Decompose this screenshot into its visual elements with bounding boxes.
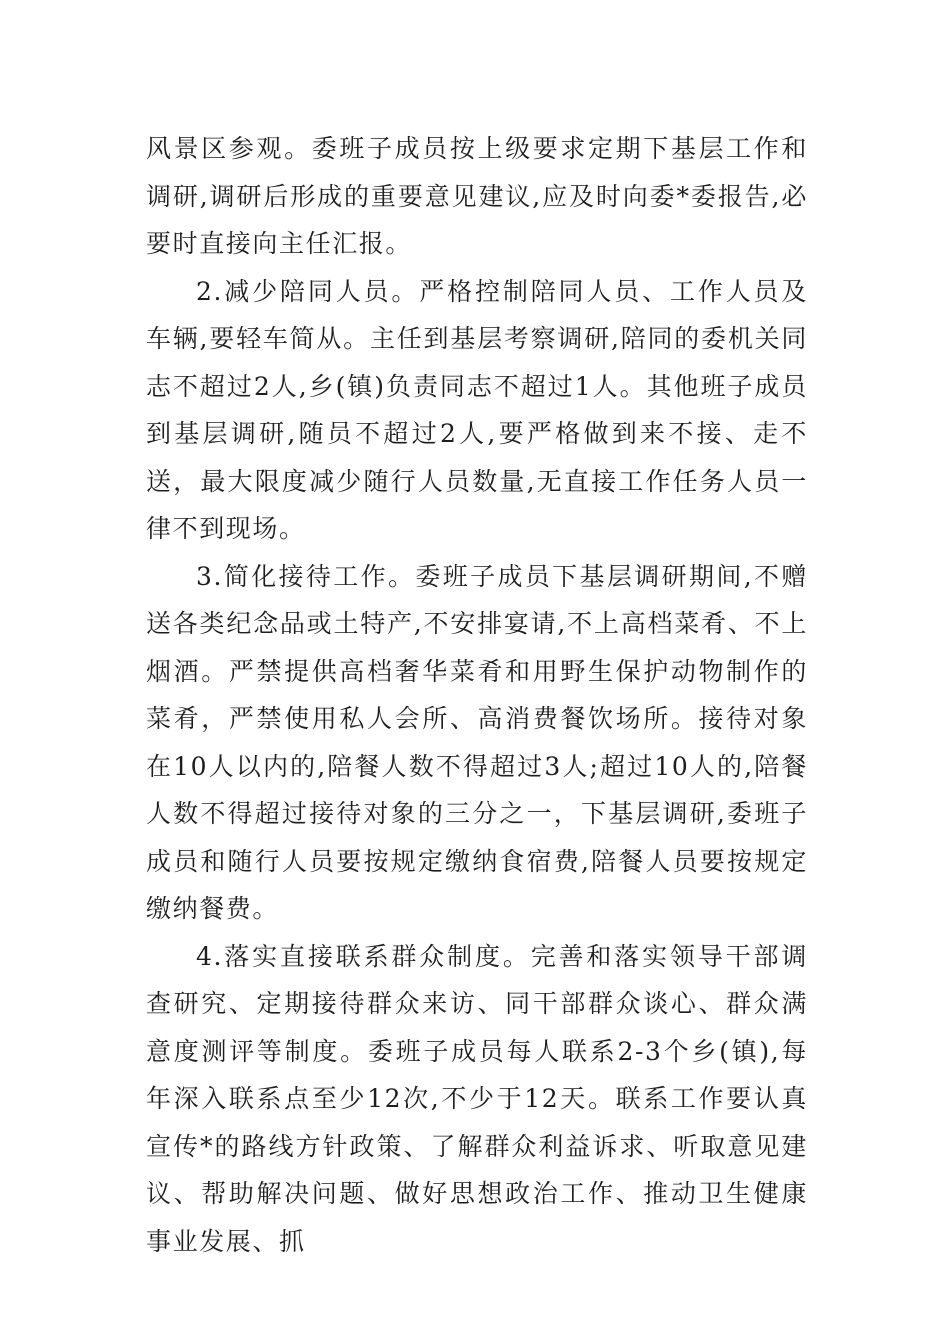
paragraph-continuation: 风景区参观。委班子成员按上级要求定期下基层工作和调研,调研后形成的重要意见建议,应及时向委*委报告,必要时直接向主任汇报。 — [146, 134, 808, 258]
paragraph-item-2: 2.减少陪同人员。严格控制陪同人员、工作人员及车辆,要轻车简从。主任到基层考察调研,陪同的委机关同志不超过2人,乡(镇)负责同志不超过1人。其他班子成员到基层调研,随员不超过2人,要严格做到来不接、走不送，最大限度减少随行人员数量,无直接工作任务人员一律不到现场。 — [146, 276, 808, 543]
document-body — [146, 125, 808, 1265]
paragraph-item-3: 3.简化接待工作。委班子成员下基层调研期间,不赠送各类纪念品或土特产,不安排宴请,不上高档菜肴、不上烟酒。严禁提供高档奢华菜肴和用野生保护动物制作的菜肴，严禁使用私人会所、高消费餐饮场所。接待对象在10人以内的,陪餐人数不得超过3人;超过10人的,陪餐人数不得超过接待对象的三分之一，下基层调研,委班子成员和随行人员要按规定缴纳食宿费,陪餐人员要按规定缴纳餐费。 — [146, 561, 808, 923]
paragraph-item-4: 4.落实直接联系群众制度。完善和落实领导干部调查研究、定期接待群众来访、同干部群众谈心、群众满意度测评等制度。委班子成员每人联系2-3个乡(镇),每年深入联系点至少12次,不少于12天。联系工作要认真宣传*的路线方针政策、了解群众利益诉求、听取意见建议、帮助解决问题、做好思想政治工作、推动卫生健康事业发展、抓 — [146, 941, 808, 1256]
